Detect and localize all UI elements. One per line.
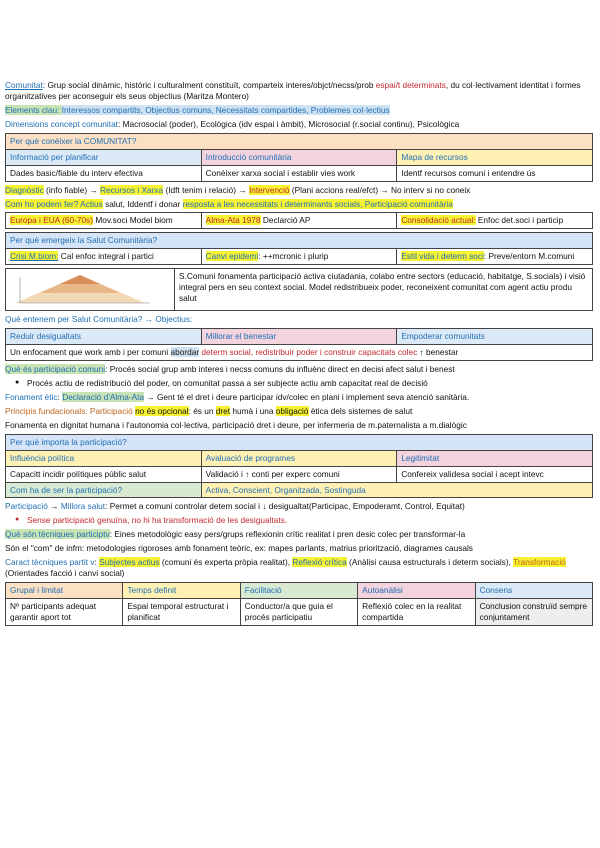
table-col-head: Com ha de ser la participació? bbox=[6, 482, 202, 498]
table-cell: Reflexió colec en la realitat compartida bbox=[358, 599, 475, 626]
table-col-head: Avaluació de programes bbox=[201, 450, 397, 466]
term-europe: Europa i EUA (60-70s) bbox=[10, 215, 94, 226]
history-table bbox=[5, 212, 593, 229]
objectives-table bbox=[5, 328, 593, 361]
flow-text: (info fiable) → bbox=[43, 184, 101, 195]
table-cell bbox=[397, 249, 593, 265]
line-text: (Orientades facció i canvi social) bbox=[5, 568, 125, 579]
table-cell: Conclusion construïd sempre conjuntament bbox=[475, 599, 592, 626]
table-col-head: Introducció comunitària bbox=[201, 149, 397, 165]
term-key-elements: Elements clau: bbox=[5, 104, 62, 115]
cell-text: : Preve/entorn M.comuni bbox=[483, 251, 575, 262]
why-emerges-table bbox=[5, 232, 593, 265]
table-cell: Validació i ↑ conti per experc comuni bbox=[201, 466, 397, 482]
term-not-optional: no és opcional bbox=[135, 405, 189, 416]
table-cell: Capacitt incidir polítiques públic salut bbox=[6, 466, 202, 482]
term-diagnostic: Diagnòstic bbox=[5, 184, 44, 195]
bullet-item: ● Sense participació genuïna, no hi ha transformació de les desigualtats. bbox=[5, 515, 593, 526]
term-characteristics: Caract tècniques partit v bbox=[5, 557, 95, 568]
characteristics-line bbox=[5, 557, 593, 579]
foundation-line: Fonamenta en dignitat humana i l'autonomia col·lectiva, participació dret i deure, per infermeria de m.paternalista a m.dialògic bbox=[5, 419, 467, 430]
table-cell bbox=[6, 213, 202, 229]
table-header: Per què importa la participació? bbox=[6, 434, 593, 450]
cell-text: Cal enfoc integral i partici bbox=[58, 251, 154, 262]
table-cell: Nº participants adequat garantir aport tot bbox=[6, 599, 123, 626]
principles-text: : és un bbox=[188, 405, 216, 416]
pyramid-icon bbox=[10, 271, 160, 305]
dimensions-line bbox=[5, 119, 593, 130]
term-intervention: Intervenció bbox=[248, 184, 290, 195]
term-participation: Què és participació comuni bbox=[5, 364, 106, 374]
methods-line: Són el "com" de infm: metodologies rigoroses amb fonament teòric, ex: mapes parlants, matrius priorització, diagrames causals bbox=[5, 543, 473, 554]
table-col-head: Facilitació bbox=[240, 583, 357, 599]
table-cell: Confereix validesa social i acept intevc bbox=[397, 466, 593, 482]
table-col-head: Millorar el benestar bbox=[201, 329, 397, 345]
how-line bbox=[5, 199, 593, 210]
table-col-head: Temps definit bbox=[123, 583, 240, 599]
table-cell bbox=[6, 345, 593, 361]
term-comunitat: Comunitat bbox=[5, 80, 43, 90]
table-cell: Identf recursos comuni i entendre ús bbox=[397, 165, 593, 181]
cell-text: ↑ benestar bbox=[417, 347, 459, 358]
term-how: Com ho podem fer? bbox=[5, 198, 79, 209]
summary-table bbox=[5, 268, 593, 311]
term-ethics: Fonament ètic bbox=[5, 391, 58, 402]
principles-text: humà i una bbox=[230, 405, 276, 416]
term-participation: Participació bbox=[5, 501, 48, 512]
ethics-text: → Gent té el dret i deure participar idv/colec en plani i implement seva atenció sanitària. bbox=[144, 391, 470, 402]
participation-health-line bbox=[5, 501, 593, 512]
term-epidemic: Canvi epidemi bbox=[205, 251, 259, 262]
principles-text: ètica dels sistemes de salut bbox=[308, 405, 413, 416]
flow-text: (Idft tenim i relació) → bbox=[163, 184, 249, 195]
why-participation-table bbox=[5, 434, 593, 499]
key-elements bbox=[5, 105, 593, 116]
table-col-head: Grupal i limitat bbox=[6, 583, 123, 599]
table-col-head: Reduir desigualtats bbox=[6, 329, 202, 345]
term-crisis: Crisi M.biom: bbox=[10, 251, 59, 262]
colon: : bbox=[94, 557, 100, 568]
why-know-community-table bbox=[5, 133, 593, 182]
term-dimensions: Dimensions concept comunitat bbox=[5, 118, 118, 129]
table-cell: Activa, Conscient, Organitzada, Sostinguda bbox=[201, 482, 592, 498]
term-obligation: obligació bbox=[275, 405, 309, 416]
techniques-line bbox=[5, 529, 593, 540]
dimensions-text: : Macrosocial (poder), Ecològica (idv espai i àmbit), Microsocial (r.social continu), Psicològica bbox=[117, 118, 460, 129]
term-right: dret bbox=[215, 405, 231, 416]
table-col-head: Empoderar comunitats bbox=[397, 329, 593, 345]
line-text: (comuni és experta pròpia realitat), bbox=[159, 557, 293, 568]
comunitat-definition bbox=[5, 80, 593, 102]
table-col-head: Influència política bbox=[6, 450, 202, 466]
summary-text: S.Comuni fonamenta participació activa ciutadania, colabo entre sectors (educació, habitatge, S.socials) i visió integral pers en seu context social. Model redistribueix poder, reconeixent comunitat com agent actiu produ salut bbox=[175, 269, 593, 311]
colon: : bbox=[57, 391, 63, 402]
how-text: salut, Iddentf i donar bbox=[102, 198, 183, 209]
table-cell bbox=[201, 249, 397, 265]
arrow: → bbox=[47, 501, 61, 512]
table-cell bbox=[201, 213, 397, 229]
term-principles: Principis fundacionals: Participació bbox=[5, 405, 136, 416]
key-elements-list: Interessos compartits, Objectius comuns, Necessitats compartides, Problemes col·lectius bbox=[61, 104, 390, 115]
line-text: (Anàlisi causa estructurals i determ socials), bbox=[346, 557, 514, 568]
table-cell: Conèixer xarxa social i establir vies work bbox=[201, 165, 397, 181]
table-cell: Dades basic/fiable du interv efectiva bbox=[6, 165, 202, 181]
term-resources: Recursos i Xarxa bbox=[100, 184, 164, 195]
table-col-head: Legitimitat bbox=[397, 450, 593, 466]
term-lifestyle: Estil vida i determ soci bbox=[401, 251, 484, 262]
table-cell bbox=[6, 249, 202, 265]
definition-text-end: , du col·lectivament identitat i formes organitzatives per aconseguir els seus objectius (Maritza Montero) bbox=[5, 80, 581, 101]
term-alma-ata: Alma-Ata 1978 bbox=[205, 215, 261, 226]
term-transformation: Transformació bbox=[513, 557, 566, 568]
table-header: Per què emergeix la Salut Comunitària? bbox=[6, 233, 593, 249]
technique-features-table bbox=[5, 582, 593, 626]
definition-text: : Grup social dinàmic, històric i culturalment constituït, comparteix interes/objct/necss/prob bbox=[42, 80, 376, 90]
table-col-head: Consens bbox=[475, 583, 592, 599]
document-page bbox=[5, 80, 593, 629]
cell-text: : ++mcronic i plurip bbox=[258, 251, 329, 262]
principles-line bbox=[5, 406, 593, 417]
term-address: abordar bbox=[170, 347, 200, 358]
cell-text: Enfoc det.soci i particip bbox=[475, 215, 564, 226]
term-techniques: Què són tècniques participtv bbox=[5, 529, 110, 540]
participation-definition bbox=[5, 364, 593, 375]
table-cell: Conductor/a que guia el procés participatiu bbox=[240, 599, 357, 626]
term-consolidation: Consolidació actual: bbox=[401, 215, 476, 226]
line-text: : Eines metodològic easy pers/grups reflexionin crític realitat i pren desic colec per transformar-la bbox=[109, 529, 466, 540]
diagnostic-flow bbox=[5, 185, 593, 196]
table-cell bbox=[397, 213, 593, 229]
table-cell: Espai temporal estructurat i planificat bbox=[123, 599, 240, 626]
table-col-head: Informació per planificar bbox=[6, 149, 202, 165]
term-assets: Actius bbox=[78, 198, 103, 209]
flow-text: (Plani accions real/efct) → No interv si no coneix bbox=[289, 184, 471, 195]
cell-highlight: determ social, redistribuir poder i construir capacitats colec bbox=[199, 347, 418, 358]
table-col-head: Autoanàlisi bbox=[358, 583, 475, 599]
table-col-head: Mapa de recursos bbox=[397, 149, 593, 165]
cell-text: Un enfocament que work amb i per comuni bbox=[10, 347, 171, 358]
term-critical-reflection: Reflexió crítica bbox=[292, 557, 347, 568]
cell-text: Mov.soci Model biom bbox=[93, 215, 173, 226]
definition-text: : Procés social grup amb interes i necss comuns du influènc direct en decisi afect salut i benest bbox=[105, 364, 455, 374]
term-declaration: Declaració d'Alma-Ata bbox=[62, 391, 145, 402]
term-active-subjects: Subjectes actius bbox=[99, 557, 160, 568]
ethics-line bbox=[5, 392, 593, 403]
line-text: : Permet a comuni controlar detem social i ↓ desigualtat(Participac, Empoderamt, Control, Equitat) bbox=[105, 501, 465, 512]
how-highlight: resposta a les necessitats i determinants socials, Participació comunitària bbox=[182, 198, 453, 209]
cell-text: Declarció AP bbox=[260, 215, 311, 226]
pyramid-cell bbox=[6, 269, 175, 311]
bullet-item: ● Procés actiu de redistribució del poder, on comunitat passa a ser subjecte actiu amb capacitat real de decisió bbox=[5, 378, 593, 389]
table-header: Per què conèixer la COMUNITAT? bbox=[6, 133, 593, 149]
term-improve-health: Millora salut bbox=[60, 501, 106, 512]
objectives-title: Què entenem per Salut Comunitària? → Objectius: bbox=[5, 314, 193, 325]
highlight-space-time: espai/t determinats bbox=[375, 80, 446, 90]
